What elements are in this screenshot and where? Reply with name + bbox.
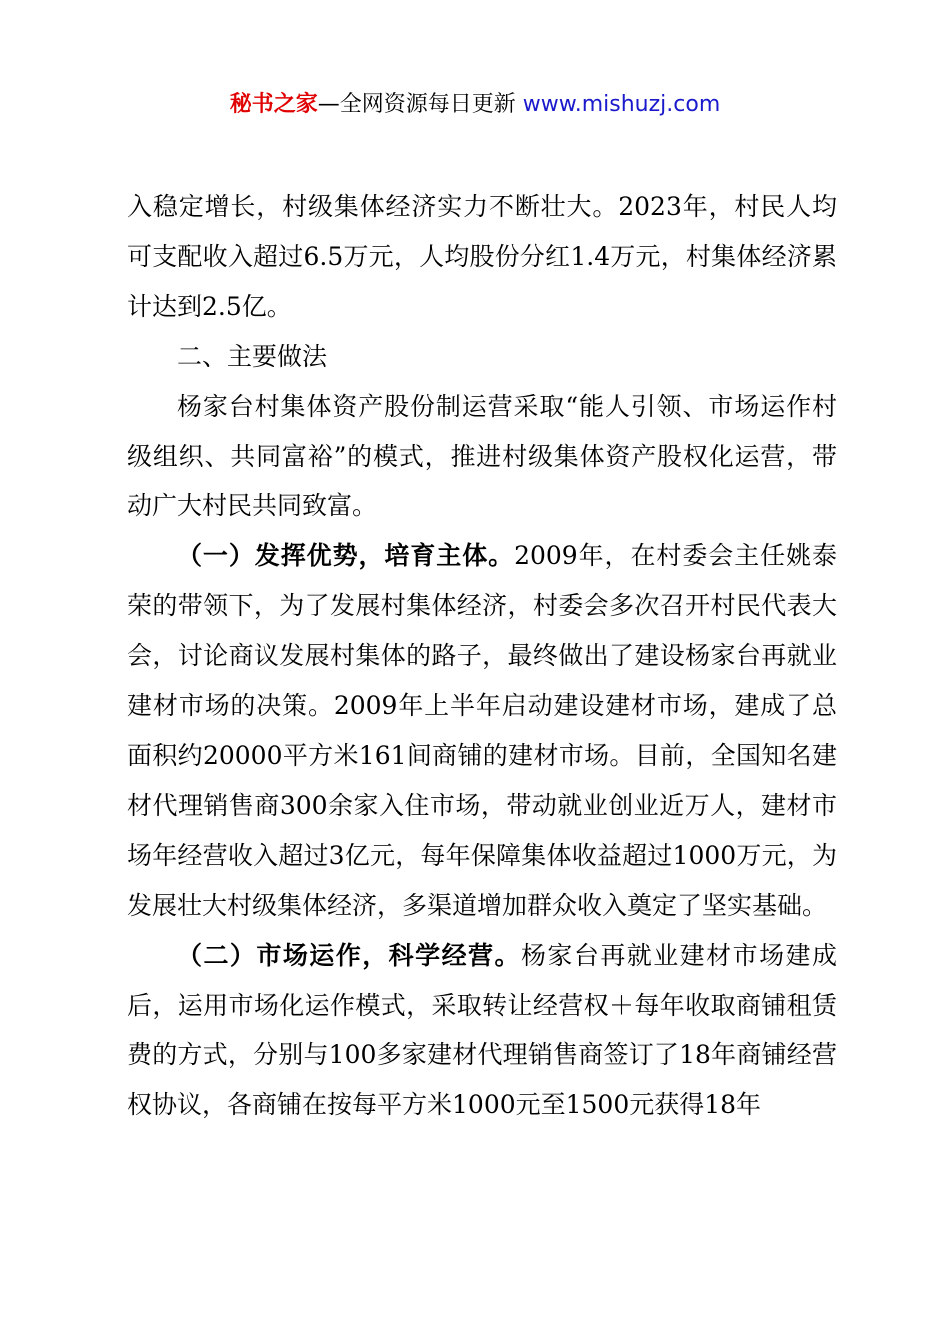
section-heading-main-practices: [127, 332, 837, 382]
paragraph-continuation: [127, 182, 837, 332]
paragraph-text: 杨家台再就业建材市场建成后，运用市场化运作模式，采取转让经营权＋每年收取商铺租赁费的方式，分别与100多家建材代理销售商签订了18年商铺经营权协议，各商铺在按每平方米1000元至1500元获得18年: [127, 940, 837, 1120]
paragraph-text: 2009年，在村委会主任姚泰荣的带领下，为了发展村集体经济，村委会多次召开村民代表大会，讨论商议发展村集体的路子，最终做出了建设杨家台再就业建材市场的决策。2009年上半年启动建设建材市场，建成了总面积约20000平方米161间商铺的建材市场。目前，全国知名建材代理销售商300余家入住市场，带动就业创业近万人，建材市场年经营收入超过3亿元，每年保障集体收益超过1000万元，为发展壮大村级集体经济，多渠道增加群众收入奠定了坚实基础。: [127, 541, 837, 920]
subsection-heading: （一）发挥优势，培育主体。: [177, 541, 515, 571]
paragraph-subsection-2: [127, 931, 837, 1131]
paragraph-model: [127, 382, 837, 532]
paragraph-subsection-1: [127, 531, 837, 930]
subsection-heading: （二）市场运作，科学经营。: [177, 940, 521, 970]
paragraph-text: 杨家台村集体资产股份制运营采取“能人引领、市场运作村级组织、共同富裕”的模式，推进村级集体资产股权化运营，带动广大村民共同致富。: [127, 391, 837, 521]
header-brand: 秘书之家: [229, 92, 318, 117]
header-slogan: —全网资源每日更新: [317, 92, 523, 117]
page-header: [0, 88, 950, 122]
paragraph-text: 入稳定增长，村级集体经济实力不断壮大。2023年，村民人均可支配收入超过6.5万元，人均股份分红1.4万元，村集体经济累计达到2.5亿。: [127, 192, 837, 321]
section-heading-text: 二、主要做法: [177, 341, 328, 371]
header-url-link[interactable]: www.mishuzj.com: [522, 92, 721, 117]
document-body: [127, 182, 837, 1130]
